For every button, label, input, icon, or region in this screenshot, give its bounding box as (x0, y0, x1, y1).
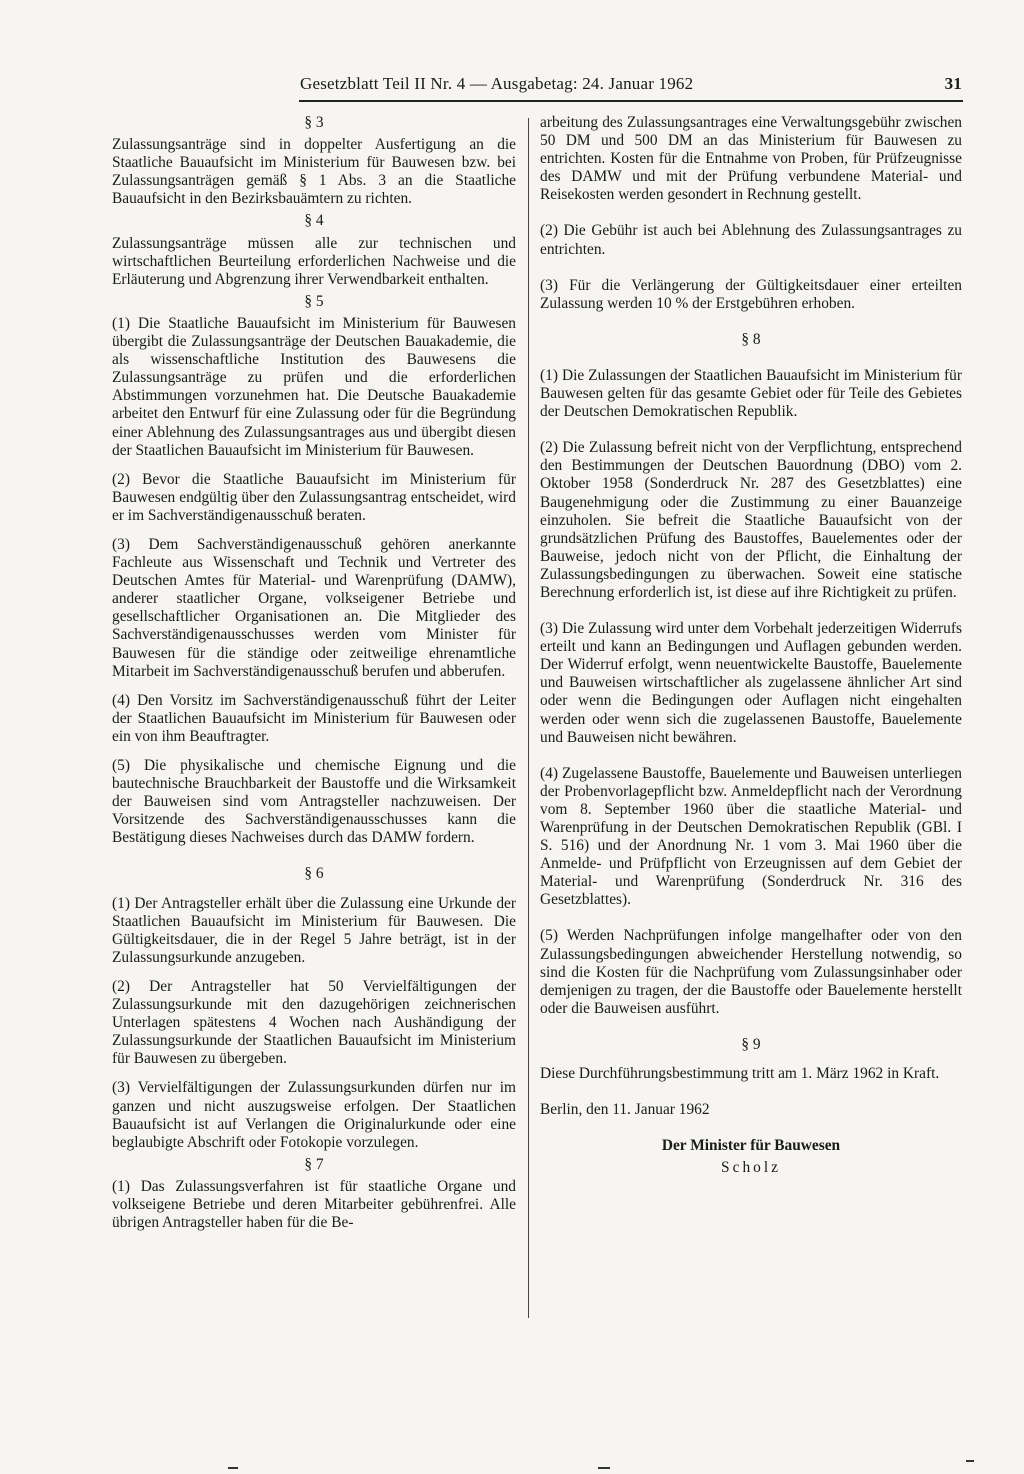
header-title: Gesetzblatt Teil II Nr. 4 — Ausgabetag: 24. Januar 1962 (300, 74, 694, 93)
paragraph: (1) Das Zulassungsverfahren ist für staatliche Organe und volkseigene Betriebe und deren Mitarbeiter gebührenfrei. Alle übrigen Antragsteller haben für die Be- (112, 1177, 516, 1232)
paragraph: (2) Bevor die Staatliche Bauaufsicht im Ministerium für Bauwesen endgültig über den Zulassungsantrag entscheidet, wird er im Sachverständigenausschuß beraten. (112, 470, 516, 524)
page-number: 31 (944, 74, 962, 93)
section-heading: § 7 (304, 1155, 324, 1173)
column-divider (528, 118, 529, 1318)
left-column (112, 114, 516, 1232)
header-rule (299, 100, 963, 102)
paragraph: (3) Die Zulassung wird unter dem Vorbehalt jederzeitigen Widerrufs erteilt und kann an Bedingungen und Auflagen gebunden werden. Der Widerruf erfolgt, wenn neuentwickelte Baustoffe, Bauelemente und Bauweisen wirtschaftlicher als zugelassene ähnlicher Art sind oder wenn die Bedingungen oder Auflagen nicht eingehalten werden oder wenn sich die zugelassenen Baustoffe, Bauelemente und Bauweisen nicht bewähren. (540, 620, 962, 746)
paragraph: (1) Die Zulassungen der Staatlichen Bauaufsicht im Ministerium für Bauwesen gelten für das gesamte Gebiet oder für Teile des Gebietes der Deutschen Demokratischen Republik. (540, 366, 962, 421)
paragraph: (3) Vervielfältigungen der Zulassungsurkunden dürfen nur im ganzen und nicht auszugsweise erfolgen. Der Staatlichen Bauaufsicht ist auf Verlangen die Originalurkunde oder eine beglaubigte Abschrift oder Fotokopie vorzulegen. (112, 1079, 516, 1151)
paragraph: (4) Den Vorsitz im Sachverständigenausschuß führt der Leiter der Staatlichen Bauaufsicht im Ministerium für Bauwesen oder ein von ihm Beauftragter. (112, 691, 516, 745)
paragraph: (5) Werden Nachprüfungen infolge mangelhafter oder von den Zulassungsbedingungen abweichender Herstellung notwendig, so sind die Kosten für die Nachprüfung vom Zulassungsinhaber oder demjenigen zu tragen, der die Baustoffe oder Bauelemente herstellt oder die Bauweisen ausführt. (540, 927, 962, 1017)
paragraph: Zulassungsanträge sind in doppelter Ausfertigung an die Staatliche Bauaufsicht im Ministerium für Bauwesen bzw. bei Zulassungsanträgen gemäß § 1 Abs. 3 an die Staatliche Bauaufsicht in den Bezirksbauämtern zu richten. (112, 136, 516, 208)
paragraph: (2) Die Zulassung befreit nicht von der Verpflichtung, entsprechend den Bestimmungen der Deutschen Bauordnung (DBO) vom 2. Oktober 1958 (Sonderdruck Nr. 287 des Gesetzblattes) eine Baugenehmigung oder die Zustimmung zu einer Bauanzeige einzuholen. Sie befreit die Staatliche Bauaufsicht von der grundsätzlichen Prüfung des Baustoffes, Bauelementes oder der Bauweise, jedoch nicht von der Pflicht, die Einhaltung der Zulassungsbedingungen zu überwachen. Soweit eine statische Berechnung erforderlich ist, ist diese auf ihre Richtigkeit zu prüfen. (540, 439, 962, 601)
section-heading: § 6 (304, 865, 324, 883)
paragraph: (5) Die physikalische und chemische Eignung und die bautechnische Brauchbarkeit der Baustoffe und die Wirksamkeit der Bauweisen sind vom Antragsteller nachzuweisen. Der Vorsitzende des Sachverständigenausschusses kann die Bestätigung dieses Nachweises durch das DAMW fordern. (112, 757, 516, 847)
right-column (540, 114, 962, 1177)
section-heading: § 3 (304, 114, 324, 131)
paragraph: Diese Durchführungsbestimmung tritt am 1. März 1962 in Kraft. (540, 1065, 940, 1083)
signing-place-date: Berlin, den 11. Januar 1962 (540, 1101, 710, 1119)
paragraph: (2) Die Gebühr ist auch bei Ablehnung des Zulassungsantrages zu entrichten. (540, 222, 962, 258)
paragraph: (3) Für die Verlängerung der Gültigkeitsdauer einer erteilten Zulassung werden 10 % der Erstgebühren erhoben. (540, 276, 962, 312)
section-heading: § 8 (741, 330, 761, 348)
paragraph: (1) Die Staatliche Bauaufsicht im Ministerium für Bauwesen übergibt die Zulassungsanträge der Deutschen Bauakademie, die als wissenschaftliche Institution des Bauwesens die Zulassungsanträge zu prüfen und die erforderlichen Abstimmungen vorzunehmen hat. Die Deutsche Bauakademie arbeitet den Entwurf für eine Zulassung oder für die Begründung einer Ablehnung des Zulassungsantrages aus und übergibt diesen der Staatlichen Bauaufsicht im Ministerium für Bauwesen. (112, 314, 516, 459)
scan-mark (228, 1467, 238, 1469)
scan-mark (966, 1460, 974, 1462)
paragraph: (2) Der Antragsteller hat 50 Vervielfältigungen der Zulassungsurkunde mit den dazugehörigen zeichnerischen Unterlagen spätestens 4 Wochen nach Aushändigung der Zulassungsurkunde der Staatlichen Bauaufsicht im Ministerium für Bauwesen zu übergeben. (112, 977, 516, 1068)
section-heading: § 4 (304, 212, 324, 230)
paragraph: (3) Dem Sachverständigenausschuß gehören anerkannte Fachleute aus Wissenschaft und Technik und Vertreter des Deutschen Amtes für Material- und Warenprüfung (DAMW), anderer staatlicher Organe, volkseigener Betriebe und gesellschaftlicher Organisationen an. Die Mitglieder des Sachverständigenausschusses werden vom Minister für Bauwesen für die ständige oder zeitweilige ehrenamtliche Mitarbeit im Sachverständigenausschuß berufen und abberufen. (112, 535, 516, 680)
section-heading: § 5 (304, 292, 324, 310)
paragraph: (4) Zugelassene Baustoffe, Bauelemente und Bauweisen unterliegen der Probenvorlagepflicht bzw. Anmeldepflicht nach der Verordnung vom 8. September 1960 über die staatliche Material- und Warenprüfung in der Deutschen Demokratischen Republik (GBl. I S. 516) und der Anordnung Nr. 1 vom 3. Mai 1960 über die Anmelde- und Prüfpflicht von Erzeugnissen auf dem Gebiet der Material- und Warenprüfung (Sonderdruck Nr. 316 des Gesetzblattes). (540, 764, 962, 909)
signer-name: Scholz (721, 1159, 781, 1177)
paragraph: arbeitung des Zulassungsantrages eine Verwaltungsgebühr zwischen 50 DM und 500 DM an das Ministerium für Bauwesen zu entrichten. Kosten für die Entnahme von Proben, für Prüfzeugnisse des DAMW und mit der Prüfung verbundene Material- und Reisekosten werden gesondert in Rechnung gestellt. (540, 114, 962, 204)
page-header (300, 74, 962, 100)
paragraph: Zulassungsanträge müssen alle zur technischen und wirtschaftlichen Beurteilung erforderlichen Nachweise und die Erläuterung und Abgrenzung ihrer Verwendbarkeit enthalten. (112, 234, 516, 288)
section-heading: § 9 (741, 1035, 761, 1053)
scan-mark (598, 1467, 610, 1469)
paragraph: (1) Der Antragsteller erhält über die Zulassung eine Urkunde der Staatlichen Bauaufsicht im Ministerium für Bauwesen. Die Gültigkeitsdauer, die in der Regel 5 Jahre beträgt, ist in der Zulassungsurkunde anzugeben. (112, 894, 516, 966)
signer-title: Der Minister für Bauwesen (661, 1137, 841, 1155)
